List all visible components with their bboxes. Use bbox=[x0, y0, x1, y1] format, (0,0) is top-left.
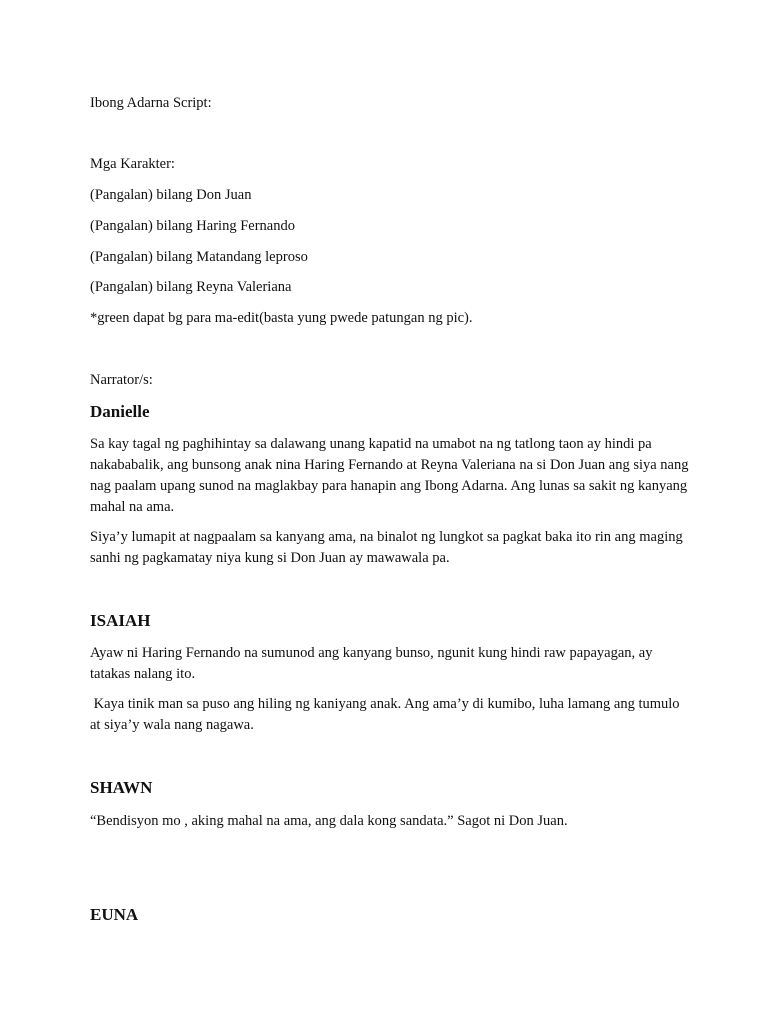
section-heading-euna: EUNA bbox=[90, 905, 139, 924]
section-paragraph: “Bendisyon mo , aking mahal na ama, ang dala kong sandata.” Sagot ni Don Juan. bbox=[90, 813, 568, 829]
characters-label: Mga Karakter: bbox=[90, 156, 175, 172]
character-item: (Pangalan) bilang Don Juan bbox=[90, 187, 252, 203]
character-item: (Pangalan) bilang Reyna Valeriana bbox=[90, 279, 292, 295]
character-item: (Pangalan) bilang Matandang leproso bbox=[90, 249, 308, 265]
section-heading-shawn: SHAWN bbox=[90, 778, 153, 797]
section-heading-isaiah: ISAIAH bbox=[90, 611, 151, 630]
characters-note: *green dapat bg para ma-edit(basta yung pwede patungan ng pic). bbox=[90, 310, 473, 326]
document-title: Ibong Adarna Script: bbox=[90, 95, 212, 111]
section-paragraph: Siya’y lumapit at nagpaalam sa kanyang ama, na binalot ng lungkot sa pagkat baka ito rin ang maging sanhi ng pagkamatay niya kung si Don Juan ay mawawala pa. bbox=[90, 529, 683, 566]
character-item: (Pangalan) bilang Haring Fernando bbox=[90, 218, 295, 234]
section-paragraph: Sa kay tagal ng paghihintay sa dalawang unang kapatid na umabot na ng tatlong taon ay hindi pa nakababalik, ang bunsong anak nina Haring Fernando at Reyna Valeriana na si Don Juan ang siya nang nag paalam upang sunod na maglakbay para hanapin ang Ibong Adarna. Ang lunas sa sakit ng kanyang mahal na ama. bbox=[90, 436, 689, 515]
narrators-label: Narrator/s: bbox=[90, 372, 153, 388]
section-heading-danielle: Danielle bbox=[90, 402, 150, 421]
section-paragraph: Ayaw ni Haring Fernando na sumunod ang kanyang bunso, ngunit kung hindi raw papayagan, ay tatakas nalang ito. bbox=[90, 645, 653, 682]
section-paragraph: Kaya tinik man sa puso ang hiling ng kaniyang anak. Ang ama’y di kumibo, luha lamang ang tumulo at siya’y wala nang nagawa. bbox=[90, 696, 684, 733]
